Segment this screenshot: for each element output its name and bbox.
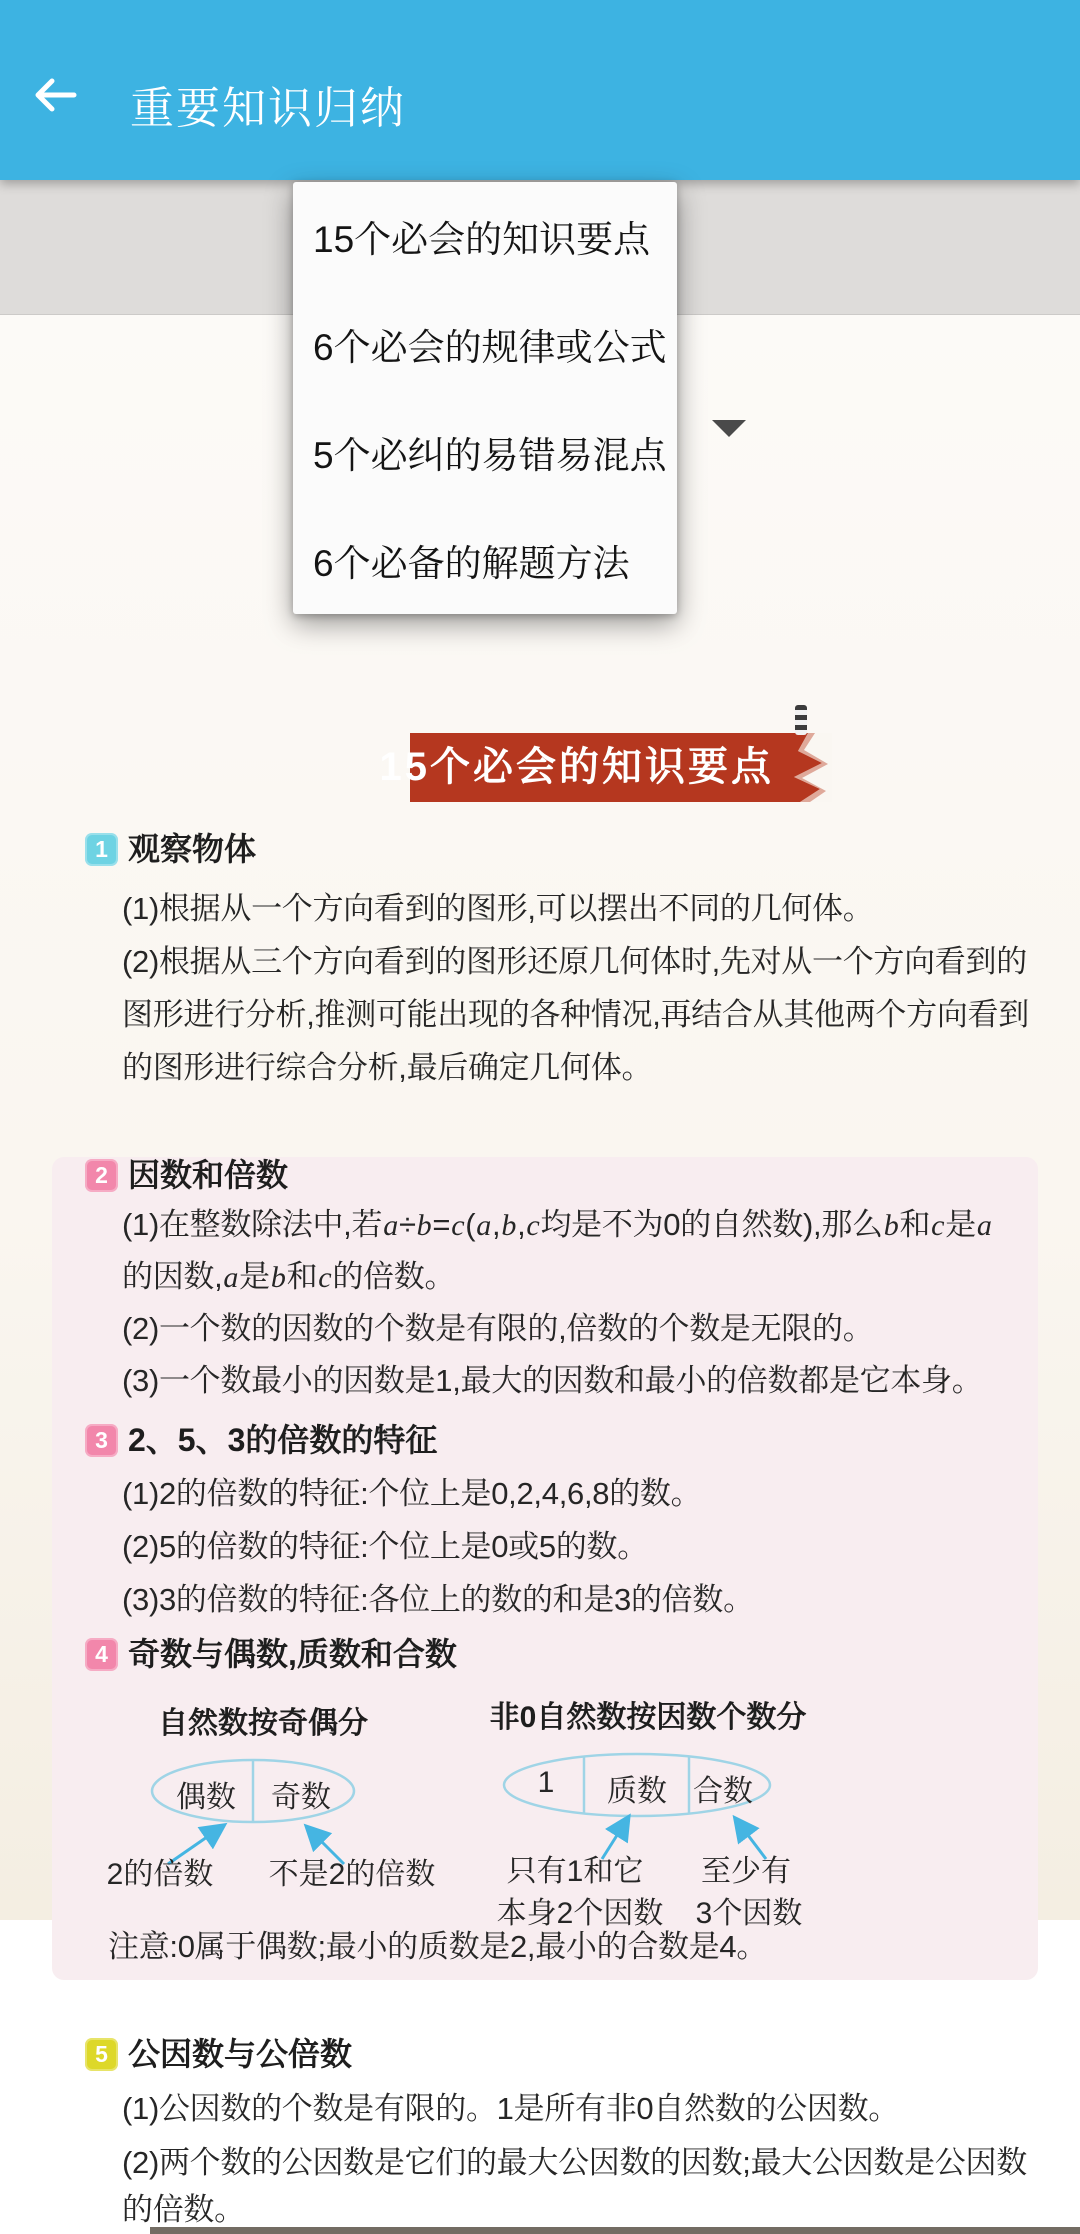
menu-item-rules-formulas[interactable]: 6个必会的规律或公式 [313,327,667,368]
section-5-line: (1)公因数的个数是有限的。1是所有非0自然数的公因数。 [122,2091,899,2126]
section-4-note: 注意:0属于偶数;最小的质数是2,最小的合数是4。 [108,1929,768,1964]
right-diagram-label: 只有1和它 [506,1855,644,1888]
section-4-marker: 4 [85,1638,118,1671]
section-5-title: 公因数与公倍数 [128,2036,353,2072]
section-2-title: 因数和倍数 [128,1157,289,1193]
left-diagram-label: 不是2的倍数 [268,1858,436,1891]
section-1-line: (2)根据从三个方向看到的图形还原几何体时,先对从一个方向看到的 [122,944,1027,979]
section-3-title: 2、5、3的倍数的特征 [128,1422,438,1458]
banner-torn-edge-icon [782,733,832,802]
back-arrow-icon[interactable] [30,70,80,120]
right-diagram-label: 本身2个因数 [496,1897,664,1930]
section-3-line: (2)5的倍数的特征:个位上是0或5的数。 [122,1529,648,1564]
page-title: 重要知识归纳 [130,84,406,133]
section-5-marker: 5 [85,2038,118,2071]
section-3-line: (3)3的倍数的特征:各位上的数的和是3的倍数。 [122,1582,754,1617]
section-3-marker: 3 [85,1424,118,1457]
menu-item-knowledge-points[interactable]: 15个必会的知识要点 [313,219,651,260]
right-diagram-label: 至少有 [701,1855,791,1888]
right-diagram-cell: 质数 [607,1775,667,1808]
menu-item-solving-methods[interactable]: 6个必备的解题方法 [313,543,630,584]
right-diagram-label: 3个因数 [695,1897,803,1930]
right-diagram-title: 非0自然数按因数个数分 [489,1701,807,1734]
section-2-line: (1)在整数除法中,若a÷b=c(a,b,c均是不为0的自然数),那么b和c是a [122,1207,992,1242]
section-4-title: 奇数与偶数,质数和合数 [128,1636,457,1672]
menu-item-error-prone[interactable]: 5个必纠的易错易混点 [313,435,667,476]
banner-tassel-icon [795,705,807,735]
chapter-dropdown-menu [293,182,677,614]
section-1-line: (1)根据从一个方向看到的图形,可以摆出不同的几何体。 [122,891,874,926]
page-edge-shadow [150,2227,1080,2234]
section-3-line: (1)2的倍数的特征:个位上是0,2,4,6,8的数。 [122,1476,702,1511]
app-bar [0,0,1080,180]
chapter-banner [379,733,830,802]
dropdown-caret-icon[interactable] [712,420,746,437]
right-diagram-cell: 1 [537,1766,555,1799]
section-5-line: (2)两个数的公因数是它们的最大公因数的因数;最大公因数是公因数 [122,2145,1027,2180]
section-1-line: 的图形进行综合分析,最后确定几何体。 [122,1050,653,1085]
section-2-line: 的因数,a是b和c的倍数。 [122,1259,456,1294]
left-diagram-cell: 偶数 [176,1781,236,1814]
section-2-marker: 2 [85,1159,118,1192]
section-1-line: 图形进行分析,推测可能出现的各种情况,再结合从其他两个方向看到 [122,997,1029,1032]
left-diagram-cell: 奇数 [271,1781,331,1814]
section-1-marker: 1 [85,833,118,866]
right-diagram-cell: 合数 [693,1775,753,1808]
section-2-line: (3)一个数最小的因数是1,最大的因数和最小的倍数都是它本身。 [122,1363,983,1398]
left-diagram-title: 自然数按奇偶分 [158,1707,368,1740]
section-2-line: (2)一个数的因数的个数是有限的,倍数的个数是无限的。 [122,1311,874,1346]
chapter-banner-title: 15个必会的知识要点 [379,745,774,789]
left-diagram-label: 2的倍数 [106,1858,214,1891]
section-1-title: 观察物体 [128,831,257,867]
section-5-line: 的倍数。 [122,2192,245,2227]
